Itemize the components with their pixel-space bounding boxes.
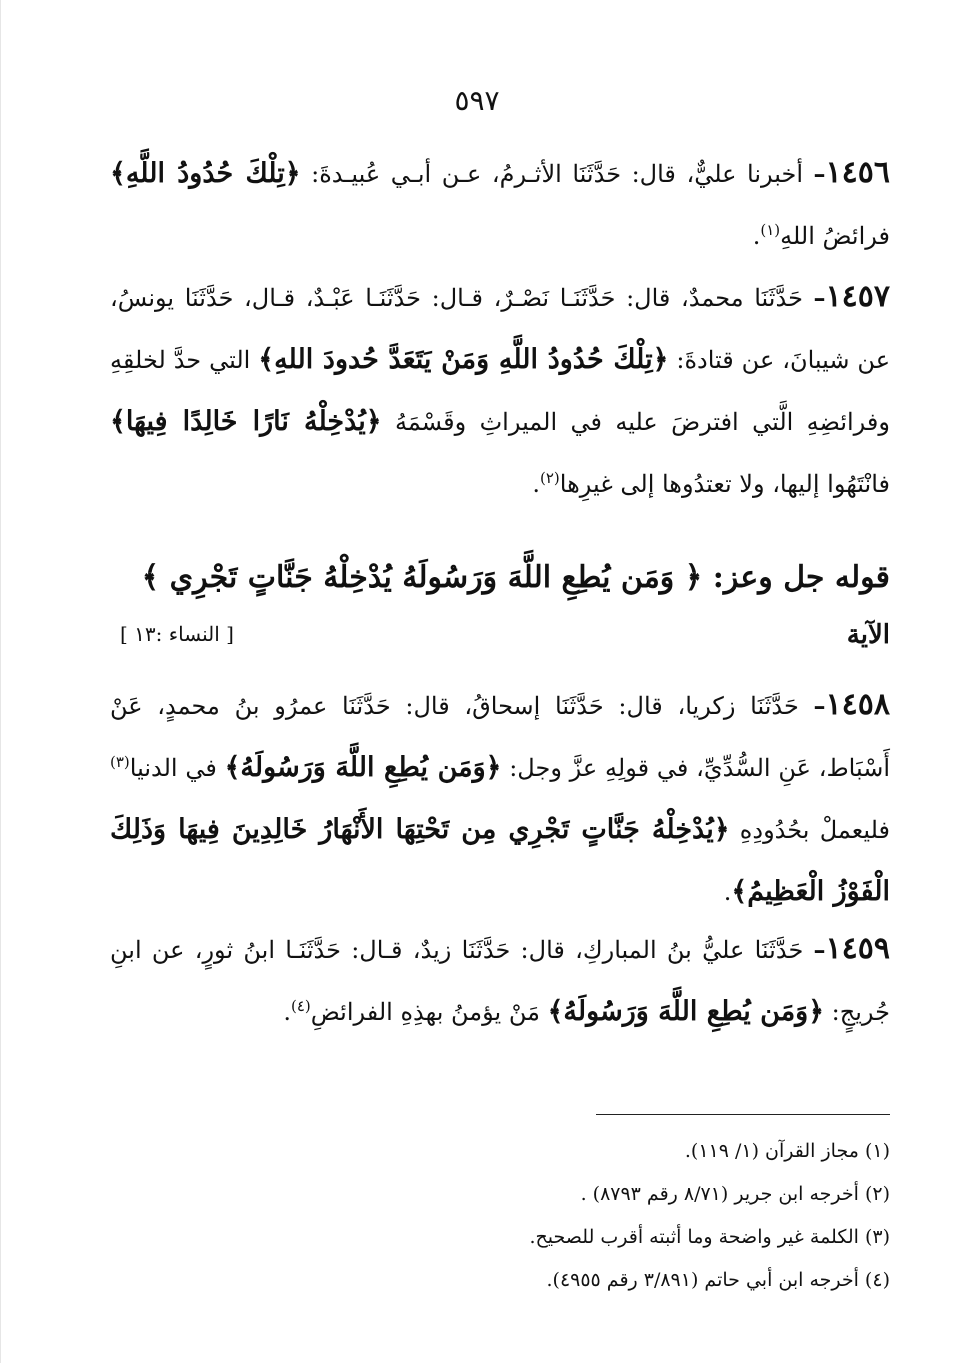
narration-text: حَدَّثَنَا زكريا، قال: حَدَّثَنَا إسحاقُ، قال: حَدَّثَنَا عمرُو بنُ محمدٍ، عَنْ أَسْبَاط، عَنِ السُّدِّيِّ، في قولِهِ عزَّ وجل:: [110, 692, 890, 782]
narration-text: أخبرنا عليٌّ، قال: حَدَّثَنَا الأثـرمُ، عـن أبـي عُبيـدةَ:: [300, 160, 814, 188]
quran-quote: ﴿تِلْكَ حُدُودُ اللَّهِ وَمَنْ يَتَعَدَّ حُدودَ اللهِ﴾: [258, 344, 669, 375]
verse-heading: [110, 546, 890, 660]
footnote-3: (٣) الكلمة غير واضحة وما أثبته أقرب للصحيح.: [529, 1226, 890, 1248]
narration-dash: –: [813, 691, 826, 720]
narration-text: حَدَّثَنَا عليُّ بنُ المباركِ، قال: حَدَّثَنَا زيدٌ، قـال: حَدَّثَنَـا ابنُ ثورٍ، عن ابنِ جُريجٍ:: [110, 936, 890, 1026]
quran-quote: ﴿وَمَن يُطِعِ اللَّهَ وَرَسُولَهُ﴾: [224, 752, 502, 783]
sentence-end: .: [283, 998, 291, 1026]
narration-text: فرائضُ اللهِ: [780, 222, 890, 250]
narration-1456: [110, 142, 890, 267]
page-edge-line: [0, 0, 1, 1363]
footnote-marker: (١): [760, 221, 781, 239]
sentence-end: .: [723, 878, 732, 906]
paragraph-1456: [110, 142, 890, 267]
narration-text: فليعملْ بحُدُودِهِ: [729, 816, 890, 844]
narration-dash: –: [813, 283, 826, 312]
narration-dash: –: [813, 935, 826, 964]
narration-number: ١٤٥٨: [825, 687, 890, 722]
footnotes: [110, 1130, 890, 1302]
footnote-1: (١) مجاز القرآن (١/ ١١٩).: [684, 1140, 890, 1162]
narration-dash: –: [813, 159, 826, 188]
narration-text: فانْتَهُوا إليها، ولا تعتدُوها إلى غيرِها: [559, 470, 890, 498]
paragraph-1459: [110, 918, 890, 1043]
quran-quote: ﴿تِلْكَ حُدُودُ اللَّهِ﴾: [110, 158, 301, 189]
quran-quote: ﴿يُدْخِلْهُ جَنَّاتٍ تَجْرِي مِن تَحْتِهَا الأَنْهَارُ خَالِدِينَ فِيهَا وَذَلِكَ الْفَوْزُ الْعَظِيمُ﴾: [110, 814, 890, 907]
quran-quote: ﴿يُدْخِلْهُ نَارًا خَالِدًا فِيهَا﴾: [110, 406, 382, 437]
narration-number: ١٤٥٧: [825, 279, 890, 314]
narration-1459: [110, 918, 890, 1043]
heading-lead: قوله جل وعز:: [702, 560, 890, 595]
narration-text: مَنْ يؤمنُ بهذِهِ الفرائضِ: [310, 998, 548, 1026]
surah-reference: [ النساء :١٣ ]: [120, 622, 234, 646]
narration-number: ١٤٥٦: [825, 155, 890, 190]
page-number: ٥٩٧: [454, 84, 500, 117]
footnote-marker: (٣): [110, 753, 130, 771]
paragraph-1458: [110, 674, 890, 923]
narration-1457: [110, 266, 890, 515]
heading-line: [110, 546, 890, 610]
sentence-end: .: [532, 470, 540, 498]
paragraph-1457: [110, 266, 890, 515]
narration-text: التي حدَّ لخلقِهِ وفرائضِهِ الَّتي افترضَ عليه في الميراثِ وقَسْمَهُ: [110, 346, 890, 436]
footnote-4: (٤) أخرجه ابن أبي حاتم (٣/٨٩١ رقم ٤٩٥٥).: [546, 1269, 890, 1291]
quran-quote: ﴿وَمَن يُطِعِ اللَّهَ وَرَسُولَهُ﴾: [547, 996, 825, 1027]
heading-second-line: [110, 610, 890, 660]
sentence-end: .: [752, 222, 761, 250]
narration-number: ١٤٥٩: [825, 931, 890, 966]
narration-1458: [110, 674, 890, 923]
aya-word: الآية: [846, 620, 890, 650]
footnote-marker: (٢): [539, 469, 560, 487]
heading-verse: ﴿ وَمَن يُطِعِ اللَّهَ وَرَسُولَهُ يُدْخِلْهُ جَنَّاتٍ تَجْرِي ﴾: [141, 560, 703, 595]
narration-text: في الدنيا: [129, 754, 225, 782]
narration-text: حَدَّثَنَا محمدٌ، قال: حَدَّثَنَـا نَصْـرٌ، قـال: حَدَّثَنَـا عَبْـدٌ، قـال، حَدَّثَنَا يونسُ، عن شيبانَ، عن قتادةَ:: [110, 284, 891, 374]
footnote-separator: [596, 1114, 890, 1115]
footnote-marker: (٤): [290, 997, 311, 1015]
footnote-2: (٢) أخرجه ابن جرير (٨/٧١ رقم ٨٧٩٣) .: [580, 1183, 890, 1205]
